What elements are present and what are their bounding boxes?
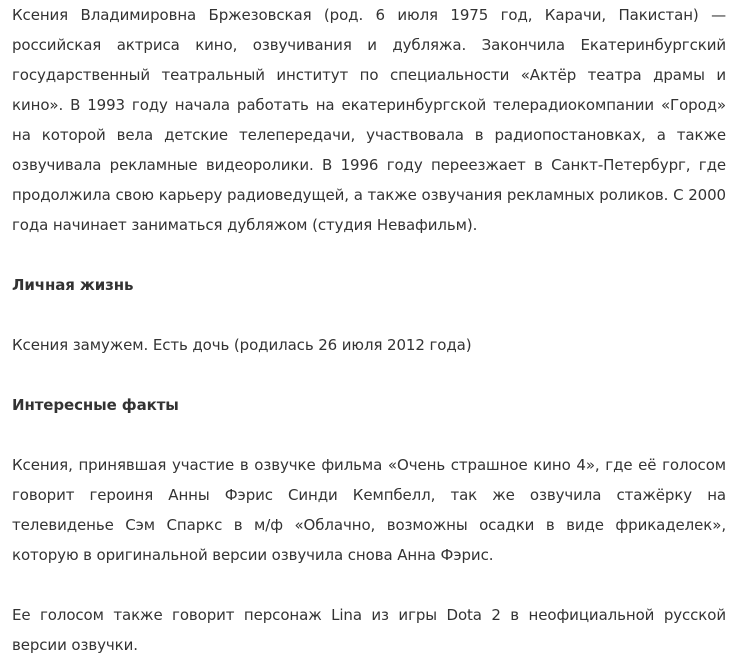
personal-life-paragraph: Ксения замужем. Есть дочь (родилась 26 июля 2012 года) <box>12 336 472 354</box>
fact-paragraph-1: Ксения, принявшая участие в озвучке фильма «Очень страшное кино 4», где её голосом говорит героиня Анны Фэрис Синди Кемпбелл, так же озвучила стажёрку на телевиденье Сэм Спаркс в м/ф «Облачно, возможны осадки в виде фрикаделек», которую в оригинальной версии озвучила снова Анна Фэрис. <box>12 456 726 564</box>
personal-life-heading: Личная жизнь <box>12 276 134 294</box>
fact-paragraph-2: Ее голосом также говорит персонаж Lina из игры Dota 2 в неофициальной русской версии озвучки. <box>12 606 726 654</box>
interesting-facts-heading: Интересные факты <box>12 396 179 414</box>
intro-paragraph: Ксения Владимировна Бржезовская (род. 6 июля 1975 год, Карачи, Пакистан) — российская актриса кино, озвучивания и дубляжа. Закончила Екатеринбургский государственный театральный институт по специальности «Актёр театра драмы и кино». В 1993 году начала работать на екатеринбургской телерадиокомпании «Город» на которой вела детские телепередачи, участвовала в радиопостановках, а также озвучивала рекламные видеоролики. В 1996 году переезжает в Санкт-Петербург, где продолжила свою карьеру радиоведущей, а также озвучания рекламных роликов. С 2000 года начинает заниматься дубляжом (студия Невафильм). <box>12 6 726 234</box>
